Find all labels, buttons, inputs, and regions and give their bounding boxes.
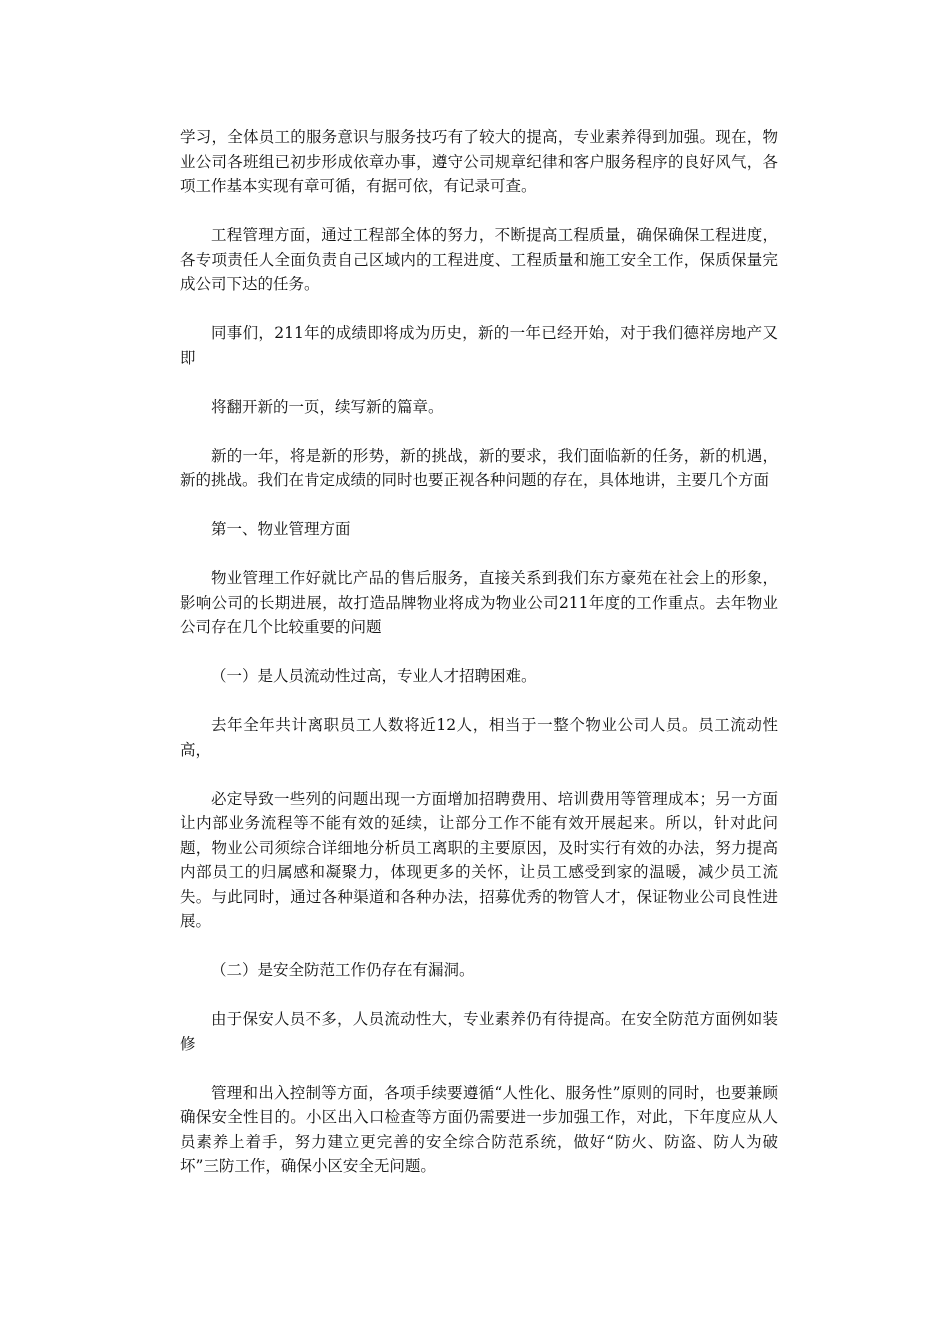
subheading-staff-turnover: （一）是人员流动性过高，专业人才招聘困难。: [211, 667, 537, 685]
paragraph-5: 新的一年，将是新的形势，新的挑战，新的要求，我们面临新的任务，新的机遇，新的挑战。我们在肯定成绩的同时也要正视各种问题的存在，具体地讲，主要几个方面: [180, 446, 778, 489]
paragraph-4: 将翻开新的一页，续写新的篇章。: [211, 397, 444, 416]
document-body: [180, 125, 778, 1203]
paragraph-1: 学习，全体员工的服务意识与服务技巧有了较大的提高，专业素养得到加强。现在，物业公司各班组已初步形成依章办事，遵守公司规章纪律和客户服务程序的良好风气，各项工作基本实现有章可循，有据可依，有记录可查。: [180, 128, 778, 195]
paragraph-12: 由于保安人员不多，人员流动性大，专业素养仍有待提高。在安全防范方面例如装修: [180, 1010, 778, 1053]
subheading-security-gaps: （二）是安全防范工作仍存在有漏洞。: [211, 961, 475, 979]
section-heading-property-management: 第一、物业管理方面: [211, 520, 351, 538]
paragraph-10: 必定导致一些列的问题出现一方面增加招聘费用、培训费用等管理成本；另一方面让内部业务流程等不能有效的延续，让部分工作不能有效开展起来。所以，针对此问题，物业公司须综合详细地分析员工离职的主要原因，及时实行有效的办法，努力提高内部员工的归属感和凝聚力，体现更多的关怀，让员工感受到家的温暖，减少员工流失。与此同时，通过各种渠道和各种办法，招募优秀的物管人才，保证物业公司良性进展。: [180, 789, 778, 930]
paragraph-7: 物业管理工作好就比产品的售后服务，直接关系到我们东方豪苑在社会上的形象，影响公司的长期进展，故打造品牌物业将成为物业公司211年度的工作重点。去年物业公司存在几个比较重要的问题: [180, 569, 778, 636]
paragraph-9: 去年全年共计离职员工人数将近12人，相当于一整个物业公司人员。员工流动性高，: [180, 716, 778, 759]
paragraph-3: 同事们，211年的成绩即将成为历史，新的一年已经开始，对于我们德祥房地产又即: [180, 324, 778, 367]
paragraph-2: 工程管理方面，通过工程部全体的努力，不断提高工程质量，确保确保工程进度，各专项责任人全面负责自己区域内的工程进度、工程质量和施工安全工作，保质保量完成公司下达的任务。: [180, 226, 778, 293]
paragraph-13: 管理和出入控制等方面，各项手续要遵循“人性化、服务性”原则的同时，也要兼顾确保安全性目的。小区出入口检查等方面仍需要进一步加强工作，对此，下年度应从人员素养上着手，努力建立更完善的安全综合防范系统，做好“防火、防盗、防人为破坏”三防工作，确保小区安全无问题。: [180, 1083, 778, 1175]
